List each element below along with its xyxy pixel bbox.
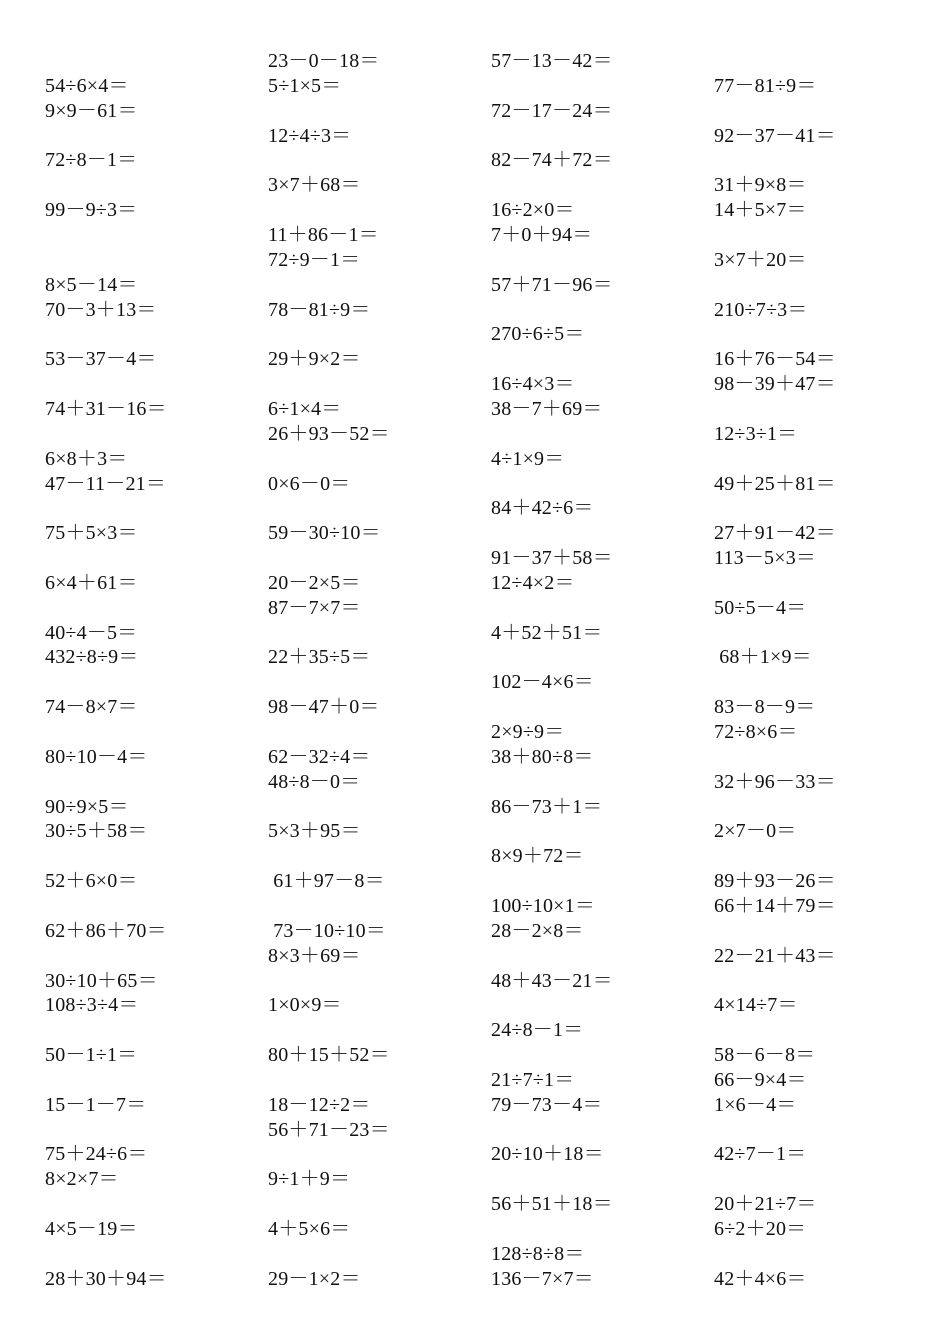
math-problem: 75＋24÷6＝ [45,1143,148,1166]
math-problem: 66＋14＋79＝ [714,894,836,917]
math-problem: 50－1÷1＝ [45,1044,138,1066]
math-problem: 18－12÷2＝ [268,1093,371,1116]
math-problem: 21÷7÷1＝ [491,1068,575,1091]
math-problem: 40÷4－5＝ [45,621,138,644]
math-problem: 128÷8÷8＝ [491,1242,585,1265]
math-problem: 90÷9×5＝ [45,795,129,818]
math-problem: 16÷2×0＝ [491,199,575,222]
math-problem: 78－81÷9＝ [268,298,371,321]
math-problem: 14＋5×7＝ [714,199,807,222]
math-problem: 59－30÷10＝ [268,522,381,545]
math-problem: 8×3＋69＝ [268,944,361,967]
math-problem: 6×8＋3＝ [45,447,128,470]
math-problem: 108÷3÷4＝ [45,994,139,1017]
math-problem: 26＋93－52＝ [268,422,390,445]
math-problem: 77－81÷9＝ [714,74,817,97]
math-problem: 42＋4×6＝ [714,1267,807,1290]
math-problem: 8×5－14＝ [45,273,138,296]
math-problem: 89＋93－26＝ [714,870,836,893]
math-problem: 4＋52＋51＝ [491,621,603,644]
math-problem: 28－2×8＝ [491,919,584,942]
math-problem: 72÷8－1＝ [45,149,138,172]
math-problem: 20－2×5＝ [268,571,361,594]
problem-column-3 [491,0,711,1344]
math-problem: 32＋96－33＝ [714,770,836,793]
math-problem: 80＋15＋52＝ [268,1044,390,1066]
math-problem: 66－9×4＝ [714,1068,807,1091]
math-problem: 48÷8－0＝ [268,770,361,793]
math-problem: 11＋86－1＝ [268,224,379,246]
math-problem: 9×9－61＝ [45,99,138,122]
math-problem: 57＋71－96＝ [491,273,613,296]
math-problem: 53－37－4＝ [45,348,157,371]
math-problem: 4×5－19＝ [45,1218,138,1240]
math-problem: 9÷1＋9＝ [268,1168,351,1191]
math-problem: 4÷1×9＝ [491,447,565,470]
math-problem: 3×7＋20＝ [714,248,807,271]
math-problem: 4＋5×6＝ [268,1218,351,1240]
math-problem: 74－8×7＝ [45,696,138,719]
math-problem: 80÷10－4＝ [45,745,148,768]
math-problem: 29＋9×2＝ [268,348,361,371]
math-problem: 136－7×7＝ [491,1267,594,1290]
math-problem: 74＋31－16＝ [45,397,167,420]
math-problem: 79－73－4＝ [491,1093,603,1116]
math-problem: 22＋35÷5＝ [268,646,371,669]
math-problem: 62－32÷4＝ [268,745,371,768]
math-problem: 48＋43－21＝ [491,969,613,992]
math-problem: 73－10÷10＝ [268,919,386,942]
math-problem: 12÷4÷3＝ [268,124,352,147]
math-problem: 7＋0＋94＝ [491,224,593,246]
math-problem: 50÷5－4＝ [714,596,807,619]
math-problem: 0×6－0＝ [268,472,351,495]
math-problem: 84＋42÷6＝ [491,497,594,520]
math-problem: 102－4×6＝ [491,671,594,694]
math-problem: 22－21＋43＝ [714,944,836,967]
math-problem: 30÷5＋58＝ [45,820,148,843]
math-problem: 30÷10＋65＝ [45,969,158,992]
math-problem: 3×7＋68＝ [268,174,361,197]
math-problem: 1×6－4＝ [714,1093,797,1116]
math-problem: 49＋25＋81＝ [714,472,836,495]
math-problem: 24÷8－1＝ [491,1019,584,1042]
math-problem: 100÷10×1＝ [491,894,596,917]
math-problem: 6÷2＋20＝ [714,1218,807,1240]
math-problem: 5×3＋95＝ [268,820,361,843]
math-problem: 2×9÷9＝ [491,721,565,743]
math-problem: 38＋80÷8＝ [491,745,594,768]
math-problem: 61＋97－8＝ [268,870,385,893]
math-problem: 29－1×2＝ [268,1267,361,1290]
problem-column-2 [268,0,488,1344]
math-problem: 82－74＋72＝ [491,149,613,172]
math-problem: 87－7×7＝ [268,596,361,619]
math-problem: 75＋5×3＝ [45,522,138,545]
math-problem: 47－11－21＝ [45,472,167,495]
math-problem: 8×2×7＝ [45,1168,119,1191]
math-problem: 23－0－18＝ [268,50,380,72]
problem-column-4 [714,0,934,1344]
math-problem: 210÷7÷3＝ [714,298,808,321]
problem-column-1 [45,0,265,1344]
math-problem: 68＋1×9＝ [714,646,812,669]
math-problem: 28＋30＋94＝ [45,1267,167,1290]
math-problem: 72－17－24＝ [491,99,613,122]
math-problem: 432÷8÷9＝ [45,646,139,669]
math-problem: 8×9＋72＝ [491,845,584,868]
math-problem: 58－6－8＝ [714,1044,816,1066]
math-problem: 15－1－7＝ [45,1093,147,1116]
math-problem: 72÷9－1＝ [268,248,361,271]
math-problem: 1×0×9＝ [268,994,342,1017]
math-problem: 91－37＋58＝ [491,547,613,569]
math-problem: 12÷3÷1＝ [714,422,798,445]
math-problem: 20÷10＋18＝ [491,1143,604,1166]
math-problem: 27＋91－42＝ [714,522,836,545]
math-problem: 270÷6÷5＝ [491,323,585,346]
math-problem: 54÷6×4＝ [45,74,129,97]
math-problem: 38－7＋69＝ [491,397,603,420]
math-problem: 31＋9×8＝ [714,174,807,197]
math-problem: 62＋86＋70＝ [45,919,167,942]
math-problem: 86－73＋1＝ [491,795,603,818]
math-problem: 92－37－41＝ [714,124,836,147]
math-problem: 2×7－0＝ [714,820,797,843]
math-problem: 42÷7－1＝ [714,1143,807,1166]
math-problem: 16＋76－54＝ [714,348,836,371]
math-problem: 52＋6×0＝ [45,870,138,893]
math-problem: 56＋71－23＝ [268,1118,390,1141]
math-problem: 72÷8×6＝ [714,721,798,743]
math-problem: 98－47＋0＝ [268,696,380,719]
math-problem: 20＋21÷7＝ [714,1193,817,1216]
math-problem: 4×14÷7＝ [714,994,798,1017]
math-problem: 6÷1×4＝ [268,397,342,420]
math-problem: 99－9÷3＝ [45,199,138,222]
math-problem: 56＋51＋18＝ [491,1193,613,1216]
math-problem: 83－8－9＝ [714,696,816,719]
math-problem: 6×4＋61＝ [45,571,138,594]
math-problem: 12÷4×2＝ [491,571,575,594]
math-problem: 57－13－42＝ [491,50,613,72]
math-problem: 5÷1×5＝ [268,74,342,97]
math-problem: 16÷4×3＝ [491,373,575,396]
math-problem: 98－39＋47＝ [714,373,836,396]
math-problem: 113－5×3＝ [714,547,817,569]
math-problem: 70－3＋13＝ [45,298,157,321]
